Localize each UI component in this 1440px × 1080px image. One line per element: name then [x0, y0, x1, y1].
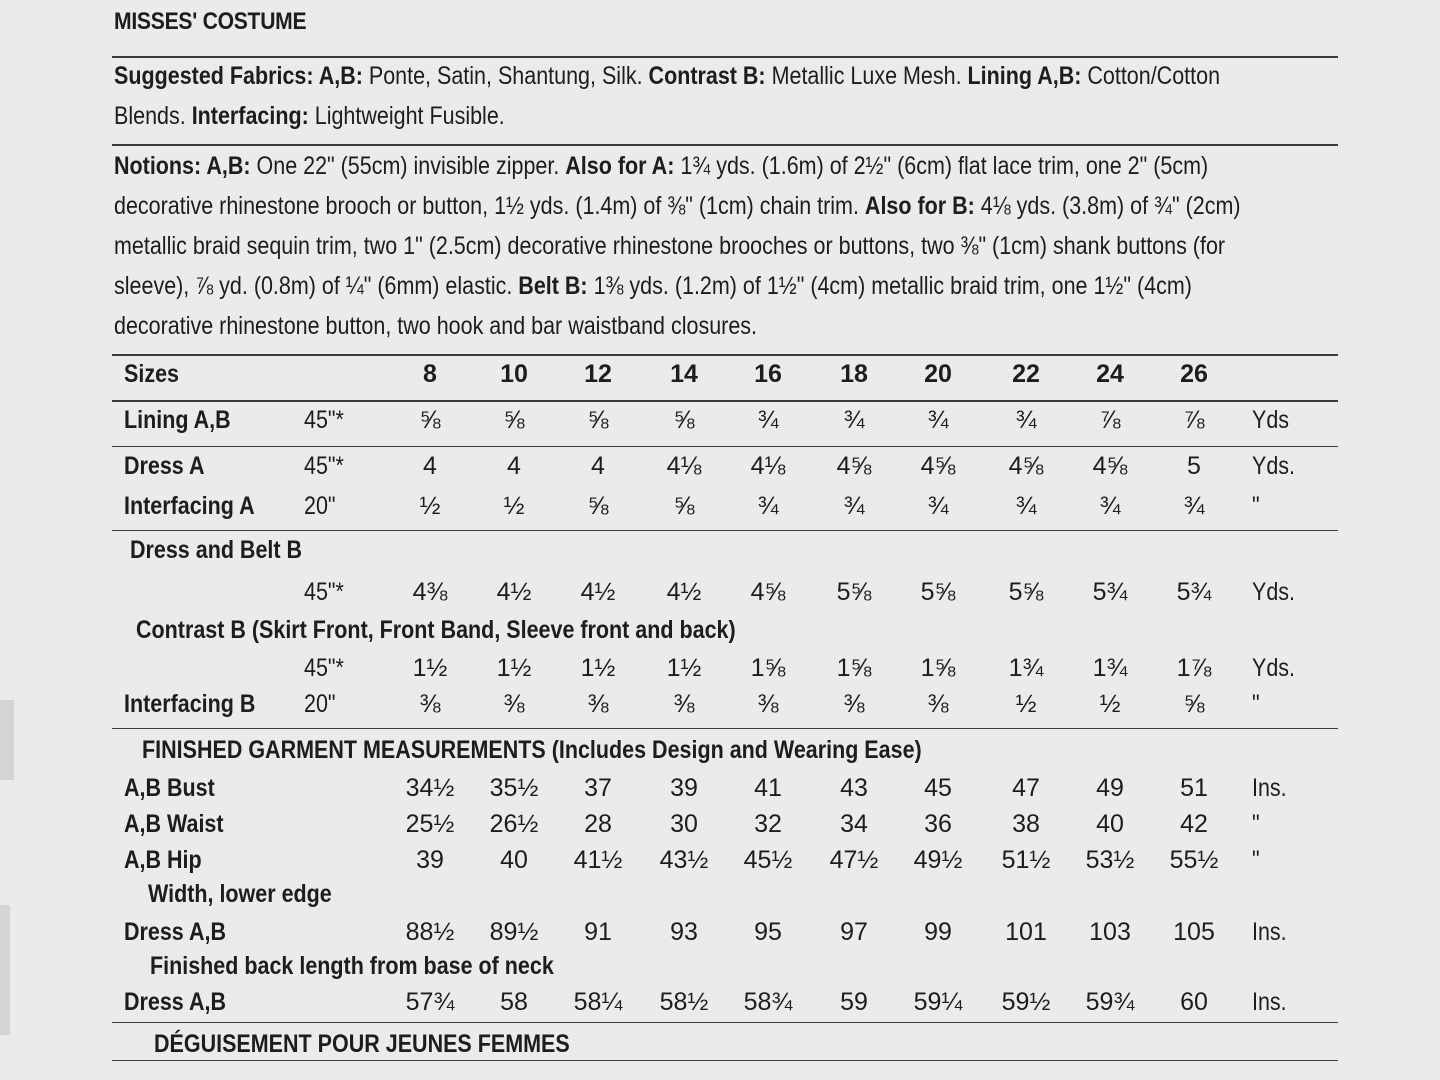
size-value: 1½	[580, 654, 616, 682]
size-value: 60	[1180, 988, 1208, 1016]
size-value: 5⅝	[836, 578, 872, 606]
size-value: ¾	[1015, 406, 1037, 434]
unit-label: Ins.	[1252, 988, 1287, 1016]
size-value: ½	[503, 492, 525, 520]
pattern-envelope-back	[112, 0, 1338, 1080]
divider	[112, 354, 1338, 356]
size-value: ⅜	[927, 690, 949, 718]
size-value: 41½	[573, 846, 623, 874]
unit-label: Yds.	[1252, 578, 1296, 606]
size-value: ⅝	[503, 406, 525, 434]
size-value: 47	[1012, 774, 1040, 802]
size-value: ¾	[757, 406, 779, 434]
sizes-row	[112, 360, 1338, 394]
size-value: ¾	[843, 406, 865, 434]
contrast-b-heading: Contrast B (Skirt Front, Front Band, Sleeve front and back)	[136, 616, 736, 644]
fabric-width: 20"	[304, 690, 336, 718]
size-value: 42	[1180, 810, 1208, 838]
size-value: ¾	[1015, 492, 1037, 520]
finished-measurements-heading: FINISHED GARMENT MEASUREMENTS (Includes Design and Wearing Ease)	[142, 736, 922, 764]
text-run: One 22" (55cm) invisible zipper.	[250, 152, 566, 180]
size-value: 1½	[496, 654, 532, 682]
text-run: Metallic Luxe Mesh.	[765, 62, 968, 90]
size-value: 58½	[659, 988, 709, 1016]
interfacing-b-row	[112, 690, 1338, 724]
size-value: 4	[591, 452, 605, 480]
text-run: Blends.	[114, 102, 192, 130]
unit-label: "	[1252, 690, 1260, 718]
size-value: ⅞	[1099, 406, 1121, 434]
left-edge-shadow-lower	[0, 905, 10, 1035]
size-value: 5⅝	[920, 578, 956, 606]
size-value: 93	[670, 918, 698, 946]
size-value: ¾	[927, 406, 949, 434]
row-label: A,B Hip	[124, 846, 202, 874]
size-value: ½	[1099, 690, 1121, 718]
row-label: Dress A,B	[124, 918, 226, 946]
size-value: 53½	[1085, 846, 1135, 874]
text-run: Cotton/Cotton	[1081, 62, 1221, 90]
text-run: 1⅜ yds. (1.2m) of 1½" (4cm) metallic braid trim, one 1½" (4cm)	[587, 272, 1192, 300]
size-value: 20	[924, 360, 952, 388]
size-value: ⅝	[673, 492, 695, 520]
size-value: 88½	[405, 918, 455, 946]
size-value: ½	[1015, 690, 1037, 718]
dress-and-belt-b-heading: Dress and Belt B	[130, 536, 303, 564]
fabrics-line-2	[114, 96, 1284, 136]
size-value: 1⅝	[750, 654, 786, 682]
lining-row	[112, 406, 1338, 440]
size-value: 24	[1096, 360, 1124, 388]
divider	[112, 530, 1338, 531]
left-edge-shadow	[0, 700, 14, 780]
size-value: 4½	[496, 578, 532, 606]
fabric-width: 45"*	[304, 406, 344, 434]
divider	[112, 400, 1338, 402]
size-value: ⅞	[1183, 406, 1205, 434]
size-value: 59¼	[913, 988, 963, 1016]
waist-row	[112, 810, 1338, 844]
divider	[112, 1022, 1338, 1023]
size-value: 59	[840, 988, 868, 1016]
size-value: ⅜	[419, 690, 441, 718]
fabric-width: 45"*	[304, 578, 344, 606]
size-value: 1⅝	[836, 654, 872, 682]
size-value: 30	[670, 810, 698, 838]
size-value: 5⅝	[1008, 578, 1044, 606]
bold-heading: Suggested Fabrics: A,B:	[114, 62, 363, 90]
size-value: 4⅝	[836, 452, 872, 480]
unit-label: "	[1252, 846, 1260, 874]
back-length-heading: Finished back length from base of neck	[150, 952, 554, 980]
size-value: 1⅞	[1176, 654, 1212, 682]
size-value: 5	[1187, 452, 1201, 480]
size-value: 47½	[829, 846, 879, 874]
notions	[114, 146, 1284, 346]
notions-line-5	[114, 306, 1284, 346]
size-value: 4⅛	[666, 452, 702, 480]
size-value: 16	[754, 360, 782, 388]
size-value: 4⅛	[750, 452, 786, 480]
text-run: decorative rhinestone brooch or button, 1½ yds. (1.4m) of ⅜" (1cm) chain trim.	[114, 192, 865, 220]
row-label: Lining A,B	[124, 406, 231, 434]
size-value: 89½	[489, 918, 539, 946]
size-value: 4	[423, 452, 437, 480]
length-dress-row	[112, 988, 1338, 1022]
size-value: 4⅝	[920, 452, 956, 480]
size-value: 38	[1012, 810, 1040, 838]
size-value: ¾	[927, 492, 949, 520]
size-value: ¾	[843, 492, 865, 520]
size-value: ¾	[1183, 492, 1205, 520]
size-value: 37	[584, 774, 612, 802]
size-value: 5¾	[1092, 578, 1128, 606]
unit-label: Yds	[1252, 406, 1290, 434]
size-value: 35½	[489, 774, 539, 802]
size-value: 34½	[405, 774, 455, 802]
size-value: 58	[500, 988, 528, 1016]
size-value: ⅜	[503, 690, 525, 718]
size-value: 34	[840, 810, 868, 838]
size-value: 1⅝	[920, 654, 956, 682]
size-value: 1½	[412, 654, 448, 682]
size-value: 59¾	[1085, 988, 1135, 1016]
fabric-width: 20"	[304, 492, 336, 520]
size-value: 40	[500, 846, 528, 874]
size-value: 49	[1096, 774, 1124, 802]
size-value: 45	[924, 774, 952, 802]
fabric-width: 45"*	[304, 654, 344, 682]
size-value: 36	[924, 810, 952, 838]
text-run: metallic braid sequin trim, two 1" (2.5cm) decorative rhinestone brooches or buttons, two ⅜" (1cm) shank buttons (for	[114, 232, 1226, 260]
size-value: 32	[754, 810, 782, 838]
size-value: 8	[423, 360, 437, 388]
size-value: 59½	[1001, 988, 1051, 1016]
size-value: 99	[924, 918, 952, 946]
text-run: sleeve), ⅞ yd. (0.8m) of ¼" (6mm) elastic.	[114, 272, 519, 300]
unit-label: "	[1252, 492, 1260, 520]
bold-heading: Interfacing:	[191, 102, 309, 130]
size-value: 4⅝	[1008, 452, 1044, 480]
text-run: decorative rhinestone button, two hook and bar waistband closures.	[114, 312, 758, 340]
size-value: 4⅝	[1092, 452, 1128, 480]
hip-row	[112, 846, 1338, 880]
size-value: 4⅜	[412, 578, 448, 606]
bold-heading: Belt B:	[518, 272, 588, 300]
size-value: 25½	[405, 810, 455, 838]
notions-line-2	[114, 186, 1284, 226]
size-value: 95	[754, 918, 782, 946]
size-value: ⅝	[587, 406, 609, 434]
bold-heading: Contrast B:	[648, 62, 766, 90]
size-value: 10	[500, 360, 528, 388]
size-value: 14	[670, 360, 698, 388]
unit-label: Ins.	[1252, 774, 1287, 802]
size-value: 26	[1180, 360, 1208, 388]
row-label: Sizes	[124, 360, 179, 388]
size-value: ½	[419, 492, 441, 520]
notions-line-4	[114, 266, 1284, 306]
bold-heading: Notions: A,B:	[114, 152, 251, 180]
size-value: 4½	[580, 578, 616, 606]
bust-row	[112, 774, 1338, 808]
divider	[112, 1060, 1338, 1061]
unit-label: Ins.	[1252, 918, 1287, 946]
size-value: ⅝	[587, 492, 609, 520]
size-value: ¾	[757, 492, 779, 520]
row-label: Dress A,B	[124, 988, 226, 1016]
size-value: 4⅝	[750, 578, 786, 606]
divider	[112, 446, 1338, 447]
size-value: 18	[840, 360, 868, 388]
row-label: Interfacing B	[124, 690, 256, 718]
french-title: DÉGUISEMENT POUR JEUNES FEMMES	[154, 1030, 570, 1058]
fabrics-line-1	[114, 56, 1284, 96]
size-value: 91	[584, 918, 612, 946]
size-value: ⅜	[673, 690, 695, 718]
bold-heading: Also for A:	[565, 152, 675, 180]
contrast-b-row	[112, 654, 1338, 688]
divider	[112, 728, 1338, 729]
size-value: 45½	[743, 846, 793, 874]
size-value: 51	[1180, 774, 1208, 802]
bold-heading: Also for B:	[864, 192, 975, 220]
size-value: ⅝	[1183, 690, 1205, 718]
size-value: 28	[584, 810, 612, 838]
size-value: 58¼	[573, 988, 623, 1016]
row-label: A,B Waist	[124, 810, 224, 838]
bold-heading: Lining A,B:	[967, 62, 1082, 90]
dress-and-belt-b-row	[112, 578, 1338, 612]
unit-label: "	[1252, 810, 1260, 838]
size-value: 40	[1096, 810, 1124, 838]
size-value: 49½	[913, 846, 963, 874]
size-value: 1¾	[1008, 654, 1044, 682]
size-value: 41	[754, 774, 782, 802]
size-value: 57¾	[405, 988, 455, 1016]
text-run: Lightweight Fusible.	[308, 102, 505, 130]
row-label: A,B Bust	[124, 774, 215, 802]
size-value: ⅜	[587, 690, 609, 718]
notions-line-1	[114, 146, 1284, 186]
size-value: ⅝	[673, 406, 695, 434]
width-dress-row	[112, 918, 1338, 952]
size-value: 51½	[1001, 846, 1051, 874]
page-title: MISSES' COSTUME	[114, 8, 307, 35]
size-value: ¾	[1099, 492, 1121, 520]
size-value: ⅜	[843, 690, 865, 718]
notions-line-3	[114, 226, 1284, 266]
dress-a-row	[112, 452, 1338, 486]
unit-label: Yds.	[1252, 452, 1296, 480]
size-value: 22	[1012, 360, 1040, 388]
interfacing-a-row	[112, 492, 1338, 526]
size-value: ⅝	[419, 406, 441, 434]
size-value: 1½	[666, 654, 702, 682]
size-value: 39	[670, 774, 698, 802]
size-value: 101	[1005, 918, 1047, 946]
text-run: Ponte, Satin, Shantung, Silk.	[362, 62, 649, 90]
width-lower-edge-heading: Width, lower edge	[148, 880, 332, 908]
size-value: 4½	[666, 578, 702, 606]
unit-label: Yds.	[1252, 654, 1296, 682]
size-value: 58¾	[743, 988, 793, 1016]
suggested-fabrics	[114, 56, 1284, 136]
text-run: 4⅛ yds. (3.8m) of ¾" (2cm)	[974, 192, 1241, 220]
size-value: ⅜	[757, 690, 779, 718]
row-label: Dress A	[124, 452, 205, 480]
size-value: 97	[840, 918, 868, 946]
size-value: 12	[584, 360, 612, 388]
size-value: 105	[1173, 918, 1215, 946]
size-value: 1¾	[1092, 654, 1128, 682]
size-value: 26½	[489, 810, 539, 838]
size-value: 4	[507, 452, 521, 480]
size-value: 103	[1089, 918, 1131, 946]
size-value: 43½	[659, 846, 709, 874]
size-value: 39	[416, 846, 444, 874]
text-run: 1¾ yds. (1.6m) of 2½" (6cm) flat lace trim, one 2" (5cm)	[674, 152, 1209, 180]
size-value: 43	[840, 774, 868, 802]
size-value: 5¾	[1176, 578, 1212, 606]
fabric-width: 45"*	[304, 452, 344, 480]
row-label: Interfacing A	[124, 492, 255, 520]
size-value: 55½	[1169, 846, 1219, 874]
